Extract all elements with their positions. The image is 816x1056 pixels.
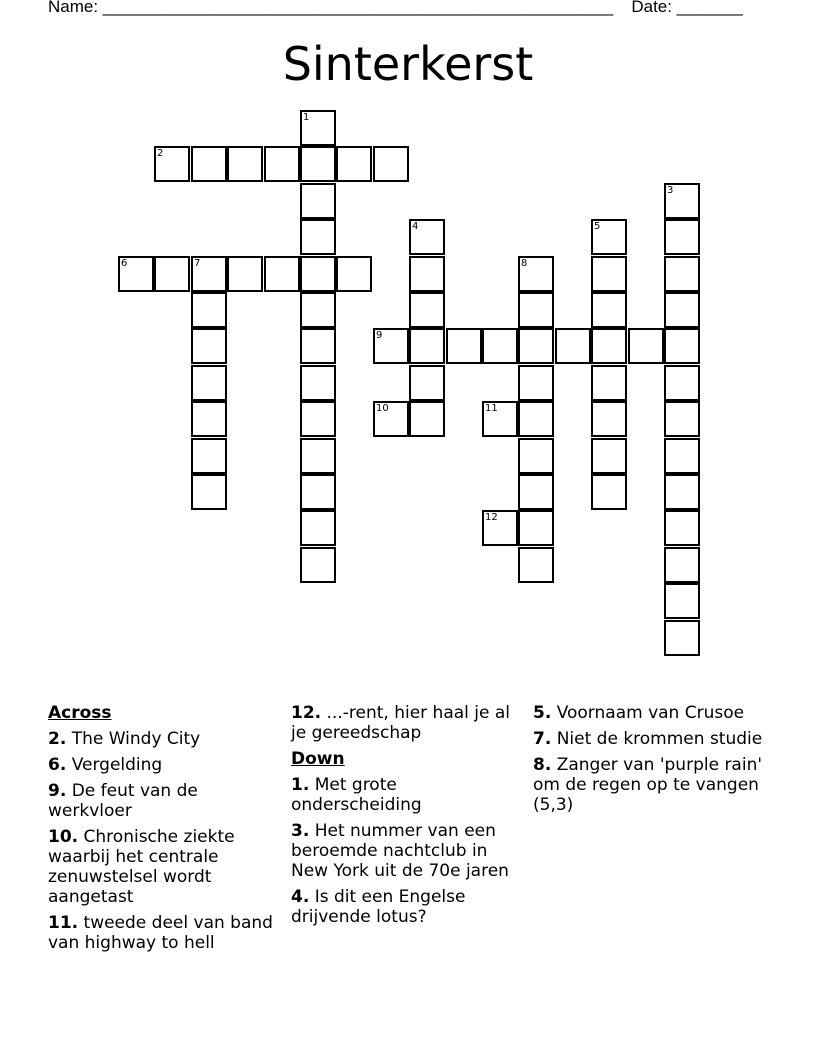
- grid-cell[interactable]: [518, 510, 554, 546]
- grid-cell[interactable]: [300, 401, 336, 437]
- across-clue-list: [291, 703, 527, 743]
- grid-cell[interactable]: [664, 183, 700, 219]
- clue-text: Met grote onderscheiding: [291, 775, 422, 815]
- clue-text: Het nummer van een beroemde nachtclub in New York uit de 70e jaren: [291, 821, 509, 881]
- grid-cell[interactable]: [191, 401, 227, 437]
- clue-item: [291, 887, 527, 927]
- grid-cell[interactable]: [664, 583, 700, 619]
- down-clue-list: [291, 775, 527, 927]
- grid-cell[interactable]: [664, 256, 700, 292]
- cell-number: 7: [194, 258, 201, 269]
- clue-item: [48, 827, 284, 907]
- clue-item: [48, 913, 284, 953]
- grid-cell[interactable]: [300, 146, 336, 182]
- cell-number: 3: [667, 185, 674, 196]
- grid-cell[interactable]: [336, 256, 372, 292]
- clue-number: 8.: [533, 755, 552, 775]
- grid-cell[interactable]: [518, 474, 554, 510]
- clue-item: [291, 821, 527, 881]
- clue-column-2: [291, 703, 527, 933]
- clue-number: 12.: [291, 703, 322, 723]
- grid-cell[interactable]: [518, 328, 554, 364]
- cell-number: 8: [521, 258, 528, 269]
- grid-cell[interactable]: [555, 328, 591, 364]
- grid-cell[interactable]: [518, 438, 554, 474]
- name-field-label[interactable]: Name: ______________________________________________________: [48, 0, 614, 16]
- clue-number: 7.: [533, 729, 552, 749]
- down-clue-list: [533, 703, 769, 815]
- clue-text: Voornaam van Crusoe: [551, 703, 745, 723]
- puzzle-title: Sinterkerst: [282, 37, 534, 91]
- cell-number: 1: [303, 112, 310, 123]
- grid-cell[interactable]: [664, 620, 700, 656]
- clue-item: [48, 755, 284, 775]
- down-heading: Down: [291, 749, 345, 769]
- grid-cell[interactable]: [518, 547, 554, 583]
- grid-cell[interactable]: [482, 510, 518, 546]
- grid-cell[interactable]: [518, 365, 554, 401]
- grid-cell[interactable]: [409, 292, 445, 328]
- grid-cell[interactable]: [300, 219, 336, 255]
- clue-column-3: [533, 703, 769, 821]
- cell-number: 12: [485, 512, 498, 523]
- grid-cell[interactable]: [591, 365, 627, 401]
- grid-cell[interactable]: [664, 365, 700, 401]
- cell-number: 9: [376, 330, 383, 341]
- grid-cell[interactable]: [664, 292, 700, 328]
- grid-cell[interactable]: [300, 474, 336, 510]
- grid-cell[interactable]: [191, 328, 227, 364]
- clue-number: 2.: [48, 729, 67, 749]
- grid-cell[interactable]: [518, 256, 554, 292]
- grid-cell[interactable]: [409, 219, 445, 255]
- grid-cell[interactable]: [300, 183, 336, 219]
- clue-number: 11.: [48, 913, 79, 933]
- grid-cell[interactable]: [300, 547, 336, 583]
- grid-cell[interactable]: [300, 256, 336, 292]
- grid-cell[interactable]: [591, 256, 627, 292]
- cell-number: 5: [594, 221, 601, 232]
- grid-cell[interactable]: [664, 328, 700, 364]
- clue-text: tweede deel van band van highway to hell: [48, 913, 273, 953]
- grid-cell[interactable]: [300, 110, 336, 146]
- grid-cell[interactable]: [373, 146, 409, 182]
- clue-number: 3.: [291, 821, 310, 841]
- across-clue-list: [48, 729, 284, 953]
- grid-cell[interactable]: [191, 365, 227, 401]
- grid-cell[interactable]: [446, 328, 482, 364]
- grid-cell[interactable]: [191, 438, 227, 474]
- clue-item: [533, 729, 769, 749]
- grid-cell[interactable]: [300, 510, 336, 546]
- grid-cell[interactable]: [628, 328, 664, 364]
- cell-number: 11: [485, 403, 498, 414]
- clue-text: Niet de krommen studie: [551, 729, 763, 749]
- date-field-label[interactable]: Date: _______: [631, 0, 743, 16]
- cell-number: 10: [376, 403, 389, 414]
- grid-cell[interactable]: [518, 401, 554, 437]
- grid-cell[interactable]: [482, 401, 518, 437]
- grid-cell[interactable]: [373, 401, 409, 437]
- clue-item: [533, 755, 769, 815]
- clue-column-1: [48, 703, 284, 959]
- grid-cell[interactable]: [664, 438, 700, 474]
- grid-cell[interactable]: [409, 401, 445, 437]
- grid-cell[interactable]: [300, 292, 336, 328]
- clue-item: [291, 775, 527, 815]
- grid-cell[interactable]: [591, 401, 627, 437]
- grid-cell[interactable]: [518, 292, 554, 328]
- clue-text: Is dit een Engelse drijvende lotus?: [291, 887, 466, 927]
- grid-cell[interactable]: [264, 146, 300, 182]
- clue-item: [533, 703, 769, 723]
- grid-cell[interactable]: [154, 146, 190, 182]
- cell-number: 4: [412, 221, 419, 232]
- grid-cell[interactable]: [664, 547, 700, 583]
- grid-cell[interactable]: [409, 256, 445, 292]
- clue-item: [48, 781, 284, 821]
- grid-cell[interactable]: [300, 328, 336, 364]
- grid-cell[interactable]: [664, 401, 700, 437]
- grid-cell[interactable]: [664, 474, 700, 510]
- clue-text: The Windy City: [66, 729, 201, 749]
- clue-text: De feut van de werkvloer: [48, 781, 198, 821]
- grid-cell[interactable]: [300, 438, 336, 474]
- grid-cell[interactable]: [591, 474, 627, 510]
- grid-cell[interactable]: [373, 328, 409, 364]
- clue-text: Vergelding: [66, 755, 163, 775]
- grid-cell[interactable]: [664, 510, 700, 546]
- grid-cell[interactable]: [191, 292, 227, 328]
- clue-number: 6.: [48, 755, 67, 775]
- cell-number: 6: [121, 258, 128, 269]
- clue-text: Chronische ziekte waarbij het centrale zenuwstelsel wordt aangetast: [48, 827, 235, 907]
- grid-cell[interactable]: [154, 256, 190, 292]
- grid-cell[interactable]: [264, 256, 300, 292]
- grid-cell[interactable]: [191, 256, 227, 292]
- grid-cell[interactable]: [409, 365, 445, 401]
- grid-cell[interactable]: [591, 219, 627, 255]
- clue-number: 1.: [291, 775, 310, 795]
- grid-cell[interactable]: [591, 328, 627, 364]
- grid-cell[interactable]: [227, 146, 263, 182]
- clue-number: 9.: [48, 781, 67, 801]
- clue-item: [48, 729, 284, 749]
- grid-cell[interactable]: [664, 219, 700, 255]
- grid-cell[interactable]: [482, 328, 518, 364]
- clue-number: 5.: [533, 703, 552, 723]
- clue-text: Zanger van 'purple rain' om de regen op te vangen (5,3): [533, 755, 763, 815]
- clue-item: [291, 703, 527, 743]
- grid-cell[interactable]: [336, 146, 372, 182]
- clue-number: 10.: [48, 827, 79, 847]
- grid-cell[interactable]: [591, 438, 627, 474]
- clue-text: ...-rent, hier haal je al je gereedschap: [291, 703, 511, 743]
- grid-cell[interactable]: [227, 256, 263, 292]
- clue-number: 4.: [291, 887, 310, 907]
- grid-cell[interactable]: [118, 256, 154, 292]
- cell-number: 2: [157, 148, 164, 159]
- grid-cell[interactable]: [300, 365, 336, 401]
- grid-cell[interactable]: [191, 146, 227, 182]
- across-heading: Across: [48, 703, 112, 723]
- grid-cell[interactable]: [409, 328, 445, 364]
- grid-cell[interactable]: [591, 292, 627, 328]
- grid-cell[interactable]: [191, 474, 227, 510]
